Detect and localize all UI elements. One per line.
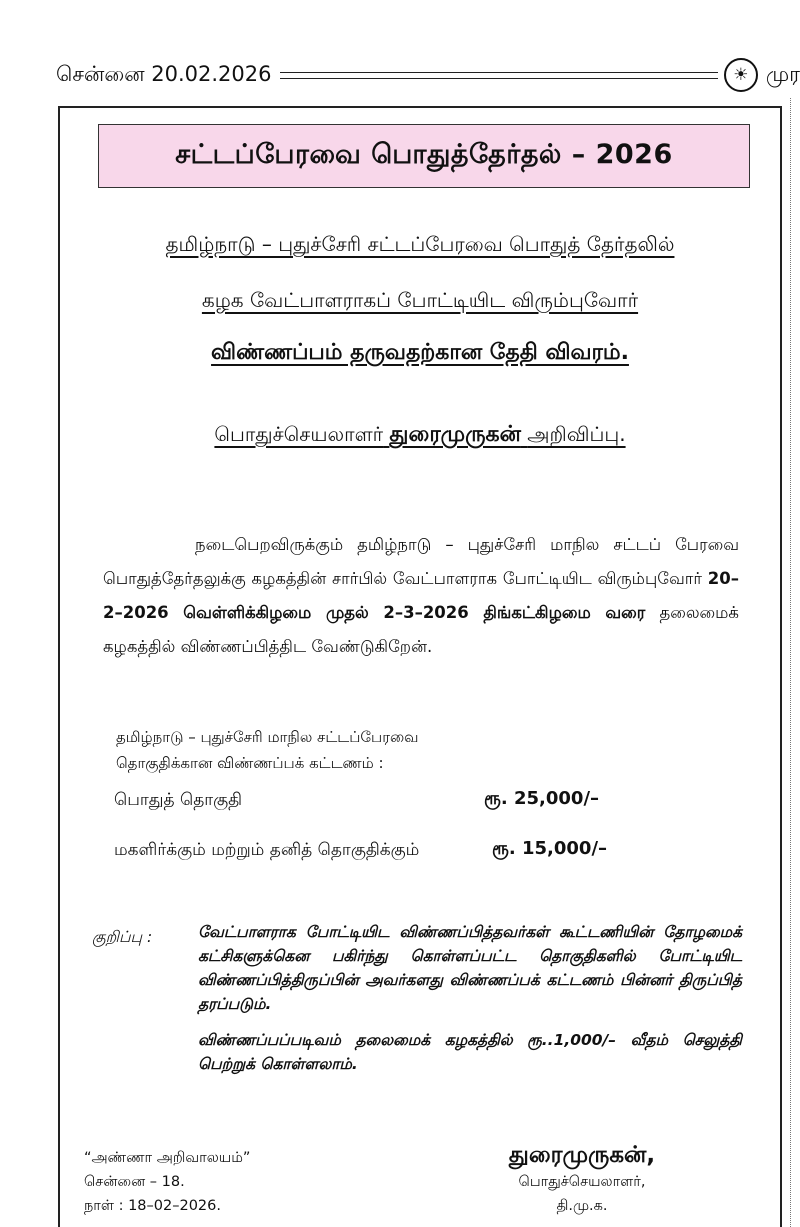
note-label: குறிப்பு : [92, 928, 153, 946]
title-banner [98, 124, 750, 188]
note-paragraph-2: விண்ணப்பப்படிவம் தலைமைக் கழகத்தில் ரூ..1,000/– வீதம் செலுத்தி பெற்றுக் கொள்ளலாம். [198, 1031, 742, 1073]
fee-label: பொதுத் தொகுதி [114, 790, 243, 810]
header-rule [280, 72, 718, 79]
column-divider [790, 98, 791, 1227]
heading-line-2: கழக வேட்பாளராகப் போட்டியிட விரும்புவோர் [201, 288, 639, 312]
body-part-2: தலைமைக் கழகத்தில் விண்ணப்பித்திட வேண்டுகிறேன். [103, 603, 739, 656]
heading-line-3: விண்ணப்பம் தருவதற்கான தேதி விவரம். [211, 340, 629, 365]
announcer-suffix: அறிவிப்பு. [527, 422, 626, 446]
fee-heading [116, 724, 419, 776]
rising-sun-emblem-icon: ☀ [724, 58, 758, 92]
body-dates: 20–2–2026 வெள்ளிக்கிழமை முதல் 2–3–2026 திங்கட்கிழமை வரை [103, 569, 740, 622]
publication-name: முர [765, 61, 800, 86]
body-part-1: நடைபெறவிருக்கும் தமிழ்நாடு – புதுச்சேரி மாநில சட்டப் பேரவை பொதுத்தேர்தலுக்கு கழகத்தின் சார்பில் வேட்பாளராக போட்டியிட விரும்புவோர் [103, 535, 739, 588]
fee-heading-line-2: தொகுதிக்கான விண்ணப்பக் கட்டணம் : [116, 754, 384, 772]
announcement-body [103, 528, 739, 664]
announcer-name: துரைமுருகன் [389, 422, 521, 447]
heading-line-1: தமிழ்நாடு – புதுச்சேரி சட்டப்பேரவை பொதுத் தேர்தலில் [165, 232, 675, 256]
footer-signature-block [482, 1140, 682, 1218]
page-header [56, 61, 800, 86]
fee-amount: ரூ. 25,000/– [484, 788, 600, 809]
note-paragraph-1: வேட்பாளராக போட்டியிட விண்ணப்பித்தவர்கள் கூட்டணியின் தோழமைக் கட்சிகளுக்கென பகிர்ந்து கொள்ளப்பட்ட தொகுதிகளில் போட்டியிட விண்ணப்பித்திருப்பின் அவர்களது விண்ணப்பக் கட்டணம் பின்னர் திருப்பித் தரப்படும். [198, 923, 742, 1013]
fee-label: மகளிர்க்கும் மற்றும் தனித் தொகுதிக்கும் [114, 840, 420, 860]
fee-heading-line-1: தமிழ்நாடு – புதுச்சேரி மாநில சட்டப்பேரவை [116, 728, 419, 746]
signatory-name: துரைமுருகன், [508, 1142, 656, 1168]
signatory-designation: பொதுச்செயலாளர், [518, 1174, 646, 1190]
footer-place: “அண்ணா அறிவாலயம்” [84, 1150, 251, 1166]
footer-date: நாள் : 18–02–2026. [84, 1198, 221, 1214]
header-date: சென்னை 20.02.2026 [56, 61, 272, 86]
page-title: சட்டப்பேரவை பொதுத்தேர்தல் – 2026 [175, 138, 673, 170]
footer-address [84, 1146, 250, 1218]
note-body [198, 920, 742, 1088]
signatory-party: தி.மு.க. [556, 1198, 608, 1214]
announcer-prefix: பொதுச்செயலாளர் [214, 422, 384, 446]
announcer-heading [58, 422, 782, 450]
fee-amount: ரூ. 15,000/– [492, 838, 608, 859]
footer-city: சென்னை – 18. [84, 1174, 185, 1190]
